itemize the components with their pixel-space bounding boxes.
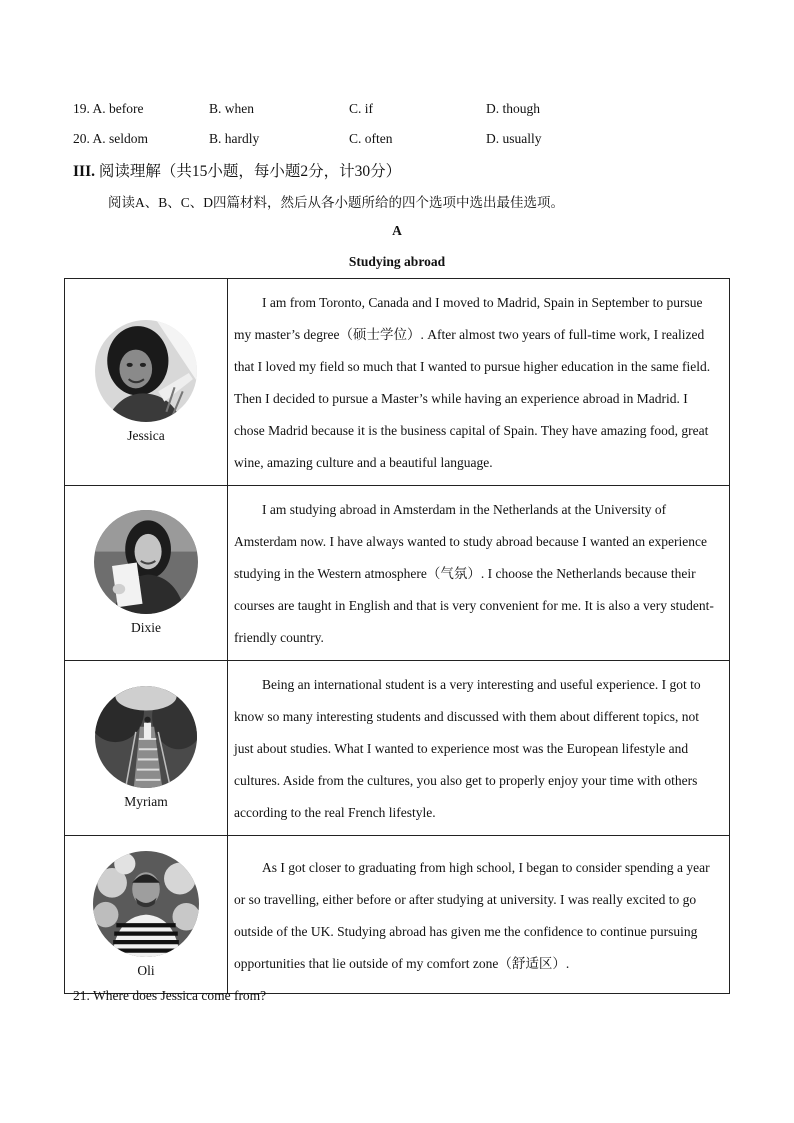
option-b: B. hardly: [209, 131, 260, 146]
option-a: 20. A. seldom: [73, 131, 149, 146]
option-d: D. usually: [486, 131, 542, 146]
section-heading: [73, 159, 401, 181]
avatar-jessica: [95, 320, 197, 422]
person-cell: [65, 836, 228, 994]
statement-text: I am from Toronto, Canada and I moved to Madrid, Spain in September to pursue my master’s degree（硕士学位）. After almost two years of full-time work, I realized that I loved my field so much that I wanted to pursue higher education in the same field. Then I decided to pursue a Master’s while having an experience abroad in Madrid. I chose Madrid because it is the business capital of Spain. They have amazing food, great wine, amazing culture and a beautiful language.: [234, 295, 711, 470]
table-row: [65, 836, 730, 994]
passage-title: Studying abroad: [348, 254, 446, 269]
person-name: Oli: [137, 962, 155, 978]
person-name: Myriam: [124, 794, 168, 809]
person-cell: [65, 661, 228, 836]
table-row: [65, 661, 730, 836]
option-c: C. often: [349, 131, 393, 146]
people-table: [64, 278, 730, 994]
person-name: Jessica: [127, 428, 165, 443]
table-row: [65, 279, 730, 486]
option-a: 19. A. before: [73, 101, 144, 116]
statement-cell: [228, 836, 730, 994]
question-21: 21. Where does Jessica come from?: [73, 988, 267, 1003]
section-title: 阅读理解（共15小题，每小题2分，计30分）: [98, 163, 402, 180]
option-c: C. if: [349, 101, 374, 116]
statement-cell: [228, 279, 730, 486]
avatar-oli: [93, 851, 199, 957]
person-cell: [65, 279, 228, 486]
passage-letter: A: [392, 223, 402, 238]
avatar-myriam: [95, 686, 197, 788]
option-b: B. when: [209, 101, 254, 116]
statement-text: As I got closer to graduating from high school, I began to consider spending a year or so travelling, either before or after studying at university. I was really excited to go outside of the UK. Studying abroad has given me the confidence to continue pursuing opportunities that lie outside of my comfort zone（舒适区）.: [234, 859, 710, 971]
person-cell: [65, 486, 228, 661]
avatar-dixie: [94, 510, 198, 614]
person-name: Dixie: [131, 620, 161, 635]
statement-cell: [228, 661, 730, 836]
statement-text: I am studying abroad in Amsterdam in the Netherlands at the University of Amsterdam now. I have always wanted to study abroad because I wanted an experience studying in the Western atmosphere（气氛）. I choose the Netherlands because their courses are taught in English and that is very convenient for me. It is also a very student-friendly country.: [234, 502, 714, 645]
statement-text: Being an international student is a very interesting and useful experience. I got to know so many interesting students and discussed with them about different topics, not just about studies. What I wanted to experience most was the European lifestyle and cultures. Aside from the cultures, you also get to properly enjoy your time with others according to the real French lifestyle.: [234, 677, 701, 820]
table-row: [65, 486, 730, 661]
section-instruction: 阅读A、B、C、D四篇材料，然后从各小题所给的四个选项中选出最佳选项。: [108, 195, 565, 210]
section-number: III.: [73, 163, 95, 180]
option-d: D. though: [486, 101, 540, 116]
statement-cell: [228, 486, 730, 661]
